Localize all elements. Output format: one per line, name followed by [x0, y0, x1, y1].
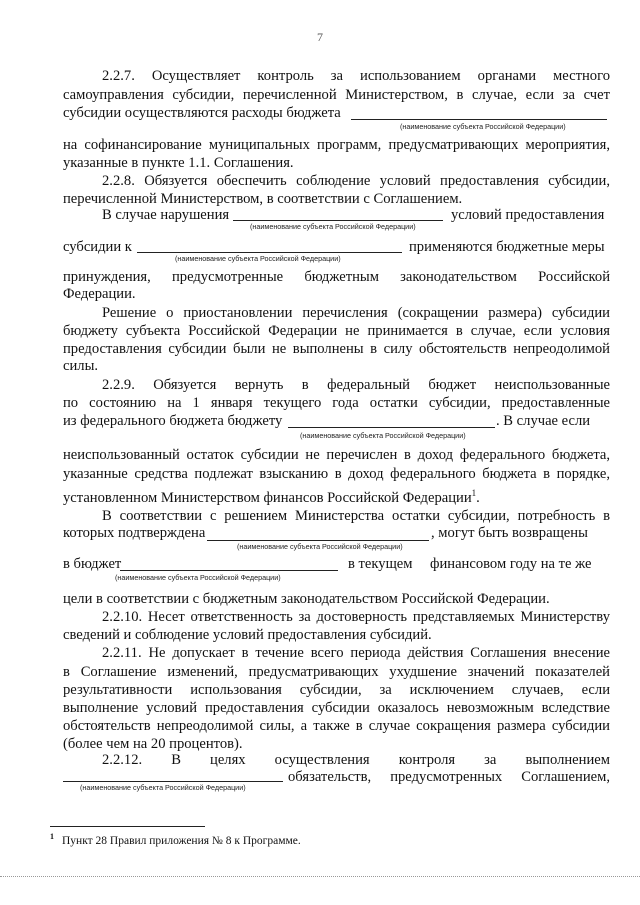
paragraph-line: 2.2.7. Осуществляет контроль за использованием органами местного — [102, 68, 610, 84]
fill-blank — [233, 220, 443, 221]
paragraph-line: неиспользованный остаток субсидии не перечислен в доход федерального бюджета, — [63, 447, 610, 463]
paragraph-line: в Соглашение изменений, предусматривающих ухудшение значений показателей — [63, 664, 610, 680]
paragraph-line: обстоятельств непреодолимой силы, а также в случае сокращения размера субсидии — [63, 718, 610, 734]
paragraph-line: на софинансирование муниципальных программ, предусматривающих мероприятия, — [63, 137, 610, 153]
paragraph-line: 2.2.12. В целях осуществления контроля за выполнением — [102, 752, 610, 768]
paragraph-line: результативности использования субсидии, за исключением случаев, если — [63, 682, 610, 698]
blank-caption: (наименование субъекта Российской Федерации) — [250, 222, 416, 231]
paragraph-line: указанные средства подлежат взысканию в доход федерального бюджета в порядке, — [63, 466, 610, 482]
paragraph-line: 2.2.10. Несет ответственность за достоверность представляемых Министерству — [102, 609, 610, 625]
paragraph-line: по состоянию на 1 января текущего года остатки субсидии, предоставленные — [63, 395, 610, 411]
paragraph-line: . В случае если — [496, 413, 591, 429]
paragraph-line — [63, 484, 480, 507]
paragraph-line: В случае нарушения — [102, 207, 230, 223]
fill-blank — [120, 570, 338, 571]
blank-caption: (наименование субъекта Российской Федерации) — [237, 542, 403, 551]
paragraph-line: из федерального бюджета бюджету — [63, 413, 283, 429]
paragraph-line: условий предоставления — [451, 207, 605, 223]
fill-blank — [137, 252, 402, 253]
paragraph-line: самоуправления субсидии, перечисленной Министерством, в случае, если за счет — [63, 87, 610, 103]
paragraph-line: бюджету субъекта Российской Федерации не принимается в случае, если условия — [63, 323, 610, 339]
paragraph-line: (более чем на 20 процентов). — [63, 736, 243, 752]
scan-edge — [0, 876, 640, 877]
paragraph-line: В соответствии с решением Министерства остатки субсидии, потребность в — [102, 508, 610, 524]
paragraph-line: в текущем — [348, 556, 413, 572]
paragraph-line: 2.2.11. Не допускает в течение всего периода действия Соглашения внесение — [102, 645, 610, 661]
fill-blank — [351, 119, 607, 120]
fill-blank — [63, 781, 283, 782]
page-number: 7 — [317, 30, 323, 44]
paragraph-line: , могут быть возвращены — [431, 525, 588, 541]
paragraph-line: 2.2.8. Обязуется обеспечить соблюдение условий предоставления субсидии, — [102, 173, 610, 189]
blank-caption: (наименование субъекта Российской Федерации) — [300, 431, 466, 440]
paragraph-line: принуждения, предусмотренные бюджетным законодательством Российской — [63, 269, 610, 285]
footnote-text: Пункт 28 Правил приложения № 8 к Программе. — [62, 834, 301, 847]
footnote-mark: 1 — [50, 832, 54, 841]
footnote — [50, 832, 301, 847]
blank-caption: (наименование субъекта Российской Федерации) — [80, 783, 246, 792]
paragraph-line: финансовом году на те же — [430, 556, 592, 572]
paragraph-line: Федерации. — [63, 286, 136, 302]
paragraph-line: сведений и соблюдение условий предоставления субсидий. — [63, 627, 432, 643]
paragraph-line: выполнение условий предоставления субсидии оказалось невозможным вследствие — [63, 700, 610, 716]
footnote-ref[interactable]: 1 — [471, 488, 477, 498]
paragraph-line: обязательств, предусмотренных Соглашением, — [288, 769, 610, 785]
paragraph-line: указанные в пункте 1.1. Соглашения. — [63, 155, 294, 171]
fill-blank — [288, 427, 495, 428]
footnote-divider — [50, 826, 205, 827]
blank-caption: (наименование субъекта Российской Федерации) — [115, 573, 281, 582]
blank-caption: (наименование субъекта Российской Федерации) — [175, 254, 341, 263]
paragraph-line: в бюджет — [63, 556, 122, 572]
paragraph-line: цели в соответствии с бюджетным законодательством Российской Федерации. — [63, 591, 550, 607]
paragraph-line: 2.2.9. Обязуется вернуть в федеральный бюджет неиспользованные — [102, 377, 610, 393]
paragraph-line: субсидии осуществляются расходы бюджета — [63, 105, 341, 121]
line-end: . — [476, 489, 480, 506]
paragraph-line: силы. — [63, 358, 99, 374]
line-text: установленном Министерством финансов Российской Федерации — [63, 489, 472, 506]
paragraph-line: Решение о приостановлении перечисления (сокращении размера) субсидии — [102, 305, 610, 321]
paragraph-line: применяются бюджетные меры — [409, 239, 605, 255]
paragraph-line: которых подтверждена — [63, 525, 206, 541]
blank-caption: (наименование субъекта Российской Федерации) — [400, 122, 566, 131]
paragraph-line: субсидии к — [63, 239, 132, 255]
fill-blank — [207, 540, 429, 541]
paragraph-line: предоставления субсидии были не выполнены в силу обстоятельств непреодолимой — [63, 341, 610, 357]
paragraph-line: перечисленной Министерством, в соответствии с Соглашением. — [63, 191, 463, 207]
